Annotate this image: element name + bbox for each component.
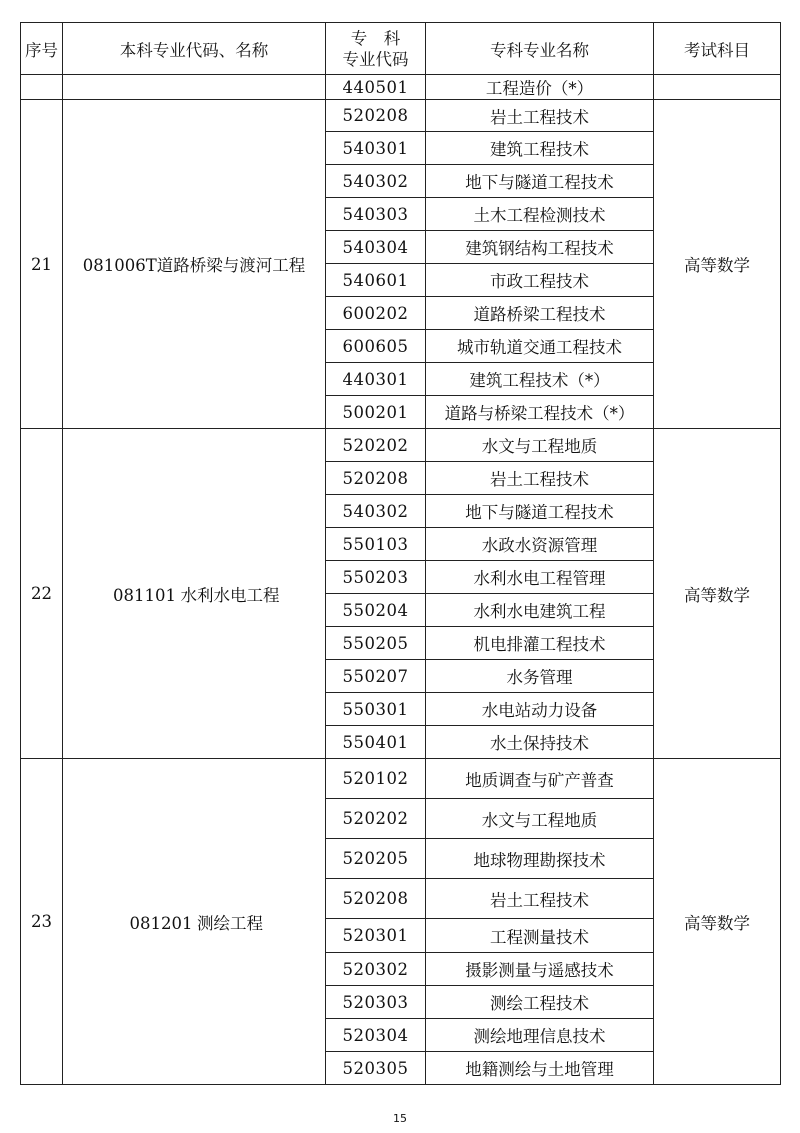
zk-code-cell: 550207 (326, 660, 426, 693)
zk-code-cell: 440501 (326, 75, 426, 100)
zk-code-cell: 520102 (326, 759, 426, 799)
zk-code-cell: 520202 (326, 429, 426, 462)
zk-name-cell: 机电排灌工程技术 (426, 627, 654, 660)
zk-code-cell: 540302 (326, 165, 426, 198)
zk-code-cell: 500201 (326, 396, 426, 429)
zk-name-cell: 岩土工程技术 (426, 879, 654, 919)
subject-cell: 高等数学 (654, 100, 781, 429)
header-seq: 序号 (21, 23, 63, 75)
subject-cell (654, 75, 781, 100)
zk-name-cell: 土木工程检测技术 (426, 198, 654, 231)
zk-code-cell: 520208 (326, 100, 426, 132)
zk-name-cell: 水文与工程地质 (426, 799, 654, 839)
table-body (21, 75, 781, 1085)
zk-code-cell: 540301 (326, 132, 426, 165)
seq-cell: 23 (21, 759, 63, 1085)
zk-code-cell: 520303 (326, 986, 426, 1019)
subject-cell: 高等数学 (654, 429, 781, 759)
table-row (21, 75, 781, 100)
bk-name: 水利水电工程 (180, 585, 280, 605)
zk-name-cell: 建筑工程技术 (426, 132, 654, 165)
zk-name-cell: 岩土工程技术 (426, 462, 654, 495)
zk-code-cell: 520301 (326, 919, 426, 953)
zk-name-cell: 水利水电工程管理 (426, 561, 654, 594)
bk-cell (63, 75, 326, 100)
zk-code-cell: 550301 (326, 693, 426, 726)
zk-name-cell: 测绘地理信息技术 (426, 1019, 654, 1052)
zk-name-cell: 水务管理 (426, 660, 654, 693)
bk-cell (63, 100, 326, 429)
header-zk-code-line1: 专 科 (350, 28, 401, 48)
bk-code: 081101 (113, 585, 176, 605)
bk-code: 081201 (129, 913, 193, 933)
header-zk-name: 专科专业名称 (426, 23, 654, 75)
zk-name-cell: 地质调查与矿产普查 (426, 759, 654, 799)
zk-name-cell: 建筑工程技术（*） (426, 363, 654, 396)
zk-name-cell: 地球物理勘探技术 (426, 839, 654, 879)
bk-name: 道路桥梁与渡河工程 (156, 256, 306, 275)
zk-code-cell: 550205 (326, 627, 426, 660)
zk-code-cell: 550204 (326, 594, 426, 627)
zk-code-cell: 520208 (326, 462, 426, 495)
zk-name-cell: 工程测量技术 (426, 919, 654, 953)
zk-name-cell: 地下与隧道工程技术 (426, 495, 654, 528)
zk-name-cell: 测绘工程技术 (426, 986, 654, 1019)
table-row (21, 429, 781, 462)
zk-code-cell: 440301 (326, 363, 426, 396)
seq-cell (21, 75, 63, 100)
zk-code-cell: 520302 (326, 953, 426, 986)
zk-name-cell: 摄影测量与遥感技术 (426, 953, 654, 986)
zk-name-cell: 地籍测绘与土地管理 (426, 1052, 654, 1085)
zk-code-cell: 540302 (326, 495, 426, 528)
zk-name-cell: 水利水电建筑工程 (426, 594, 654, 627)
header-zk-code-line2: 专业代码 (342, 49, 409, 69)
zk-name-cell: 水政水资源管理 (426, 528, 654, 561)
major-table (20, 22, 781, 1085)
bk-cell (63, 429, 326, 759)
header-bk: 本科专业代码、名称 (63, 23, 326, 75)
seq-cell: 22 (21, 429, 63, 759)
bk-name: 测绘工程 (197, 913, 263, 933)
zk-name-cell: 水土保持技术 (426, 726, 654, 759)
table-header (21, 23, 781, 75)
zk-name-cell: 工程造价（*） (426, 75, 654, 100)
zk-name-cell: 水文与工程地质 (426, 429, 654, 462)
zk-name-cell: 地下与隧道工程技术 (426, 165, 654, 198)
zk-code-cell: 600605 (326, 330, 426, 363)
zk-code-cell: 550203 (326, 561, 426, 594)
zk-name-cell: 建筑钢结构工程技术 (426, 231, 654, 264)
zk-code-cell: 540303 (326, 198, 426, 231)
table-row (21, 100, 781, 132)
bk-cell (63, 759, 326, 1085)
header-subject: 考试科目 (654, 23, 781, 75)
zk-code-cell: 520304 (326, 1019, 426, 1052)
zk-name-cell: 道路与桥梁工程技术（*） (426, 396, 654, 429)
zk-code-cell: 520208 (326, 879, 426, 919)
zk-code-cell: 550401 (326, 726, 426, 759)
header-zk-code (326, 23, 426, 75)
zk-code-cell: 520202 (326, 799, 426, 839)
seq-cell: 21 (21, 100, 63, 429)
bk-code: 081006T (82, 256, 157, 275)
zk-code-cell: 540304 (326, 231, 426, 264)
table-row (21, 759, 781, 799)
zk-code-cell: 540601 (326, 264, 426, 297)
subject-cell: 高等数学 (654, 759, 781, 1085)
zk-name-cell: 城市轨道交通工程技术 (426, 330, 654, 363)
zk-name-cell: 水电站动力设备 (426, 693, 654, 726)
zk-name-cell: 岩土工程技术 (426, 100, 654, 132)
zk-code-cell: 520205 (326, 839, 426, 879)
zk-name-cell: 道路桥梁工程技术 (426, 297, 654, 330)
zk-code-cell: 600202 (326, 297, 426, 330)
zk-code-cell: 520305 (326, 1052, 426, 1085)
zk-name-cell: 市政工程技术 (426, 264, 654, 297)
page-number: 15 (393, 1112, 407, 1125)
zk-code-cell: 550103 (326, 528, 426, 561)
